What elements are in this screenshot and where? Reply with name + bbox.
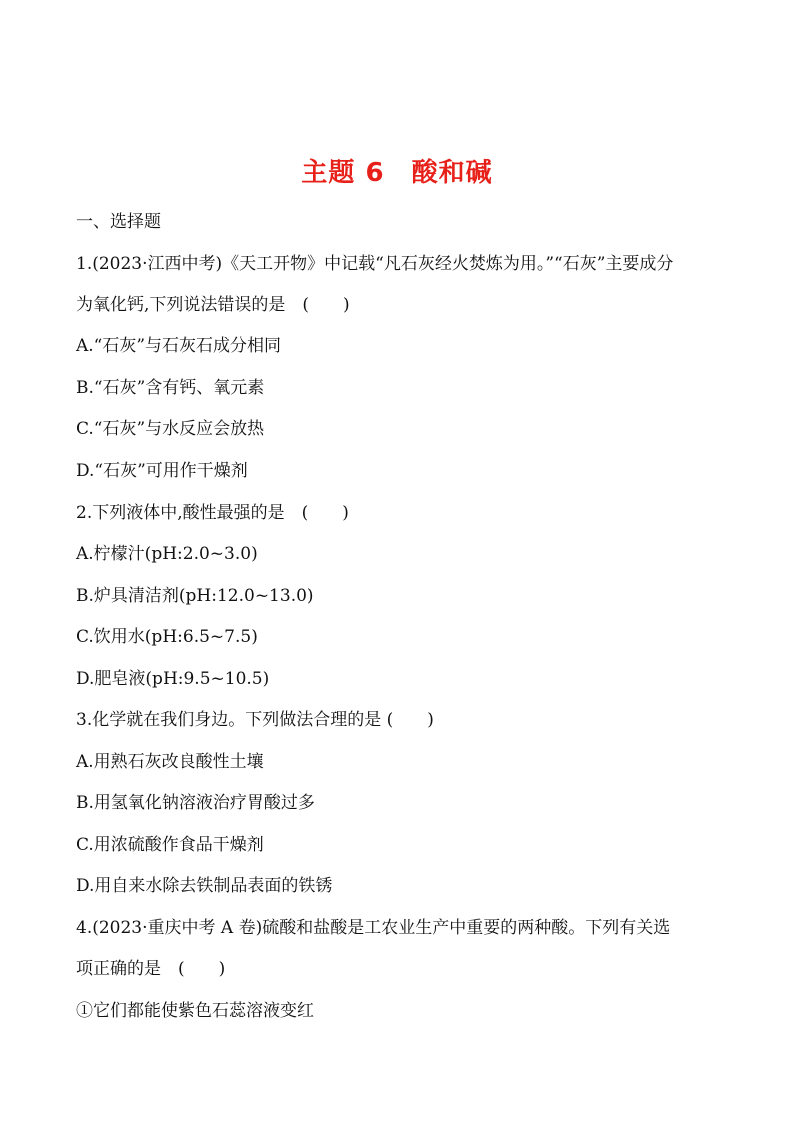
question-2-option-c: C.饮用水(pH:6.5~7.5) [76,627,258,647]
question-1-option-d: D.“石灰”可用作干燥剂 [76,461,248,481]
question-2-option-d: D.肥皂液(pH:9.5~10.5) [76,669,270,689]
question-3-option-d: D.用自来水除去铁制品表面的铁锈 [76,876,333,896]
question-2-option-a: A.柠檬汁(pH:2.0~3.0) [76,544,258,564]
question-1-stem-line-1: 1.(2023·江西中考)《天工开物》中记载“凡石灰经火焚炼为用。”“石灰”主要成分 [76,254,674,274]
question-4-statement-1: ①它们都能使紫色石蕊溶液变红 [76,1001,314,1021]
question-4-stem-line-1: 4.(2023·重庆中考 A 卷)硫酸和盐酸是工农业生产中重要的两种酸。下列有关选 [76,918,671,938]
question-3-stem-line-1: 3.化学就在我们身边。下列做法合理的是 ( ) [76,710,434,730]
question-3-option-c: C.用浓硫酸作食品干燥剂 [76,835,264,855]
question-1-option-b: B.“石灰”含有钙、氧元素 [76,378,265,398]
question-2-stem-line-1: 2.下列液体中,酸性最强的是 ( ) [76,503,349,523]
question-2-option-b: B.炉具清洁剂(pH:12.0~13.0) [76,586,314,606]
question-3-option-b: B.用氢氧化钠溶液治疗胃酸过多 [76,793,315,813]
question-3-option-a: A.用熟石灰改良酸性土壤 [76,752,264,772]
page-title: 主题 6 酸和碱 [301,158,493,188]
question-1-stem-line-2: 为氧化钙,下列说法错误的是 ( ) [76,295,350,315]
section-heading: 一、选择题 [76,212,161,232]
question-1-option-a: A.“石灰”与石灰石成分相同 [76,336,282,356]
question-4-stem-line-2: 项正确的是 ( ) [76,959,226,979]
question-1-option-c: C.“石灰”与水反应会放热 [76,419,265,439]
